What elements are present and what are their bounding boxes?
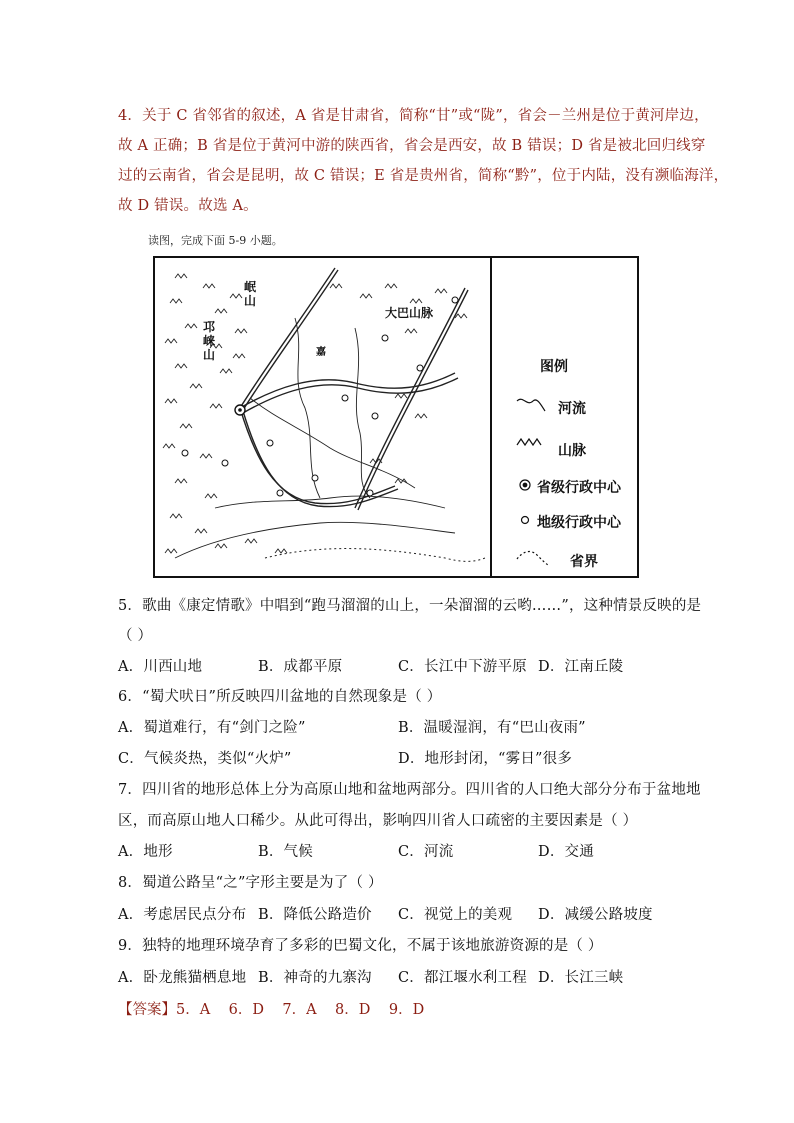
label-river: 嘉 (316, 347, 326, 358)
q5-blank: （ ） (118, 628, 153, 644)
q4-explanation-line-4: 故 D 错误。故选 A。 (118, 198, 258, 214)
prefecture-city (382, 335, 388, 341)
mountain-icon (517, 439, 541, 445)
province-border-icon (517, 552, 548, 565)
prefecture-city (452, 297, 458, 303)
q8-option-a: A．考虑居民点分布 (118, 907, 247, 923)
prefecture-city (222, 460, 228, 466)
sichuan-map (155, 258, 490, 576)
q7-option-c: C．河流 (398, 844, 454, 860)
q9-option-b: B．神奇的九寨沟 (258, 970, 372, 986)
prefecture-city (182, 450, 188, 456)
q4-explanation-line-1: 4．关于 C 省邻省的叙述，A 省是甘肃省，简称“甘”或“陇”，省会－兰州是位于黄河岸边， (118, 108, 709, 124)
q7-option-d: D．交通 (538, 844, 594, 860)
legend-title: 图例 (540, 359, 568, 375)
prefecture-city (367, 490, 373, 496)
q6-stem: 6．“蜀犬吠日”所反映四川盆地的自然现象是（ ） (118, 689, 442, 705)
map-caption: 读图，完成下面 5-9 小题。 (148, 234, 283, 247)
cities (182, 297, 458, 496)
transport-lines (240, 268, 468, 510)
answer-key: 【答案】5．A 6．D 7．A 8．D 9．D (118, 1002, 425, 1018)
legend-label-prefecture-center: 地级行政中心 (537, 515, 621, 531)
prefecture-city (312, 475, 318, 481)
prefecture-city (342, 395, 348, 401)
q8-option-d: D．减缓公路坡度 (538, 907, 653, 923)
q7-option-b: B．气候 (258, 844, 313, 860)
q6-option-b: B．温暖湿润，有“巴山夜雨” (398, 720, 586, 736)
q6-option-a: A．蜀道难行，有“剑门之险” (118, 720, 306, 736)
q6-option-c: C．气候炎热，类似“火炉” (118, 751, 292, 767)
q9-option-c: C．都江堰水利工程 (398, 970, 527, 986)
prefecture-city (372, 413, 378, 419)
q5-stem: 5．歌曲《康定情歌》中唱到“跑马溜溜的山上，一朵溜溜的云哟……”，这种情景反映的是 (118, 598, 702, 614)
legend-label-province-border: 省界 (570, 554, 598, 570)
q5-option-a: A．川西山地 (118, 659, 203, 675)
q5-option-d: D．江南丘陵 (538, 659, 624, 675)
legend-label-mountain: 山脉 (558, 443, 586, 459)
q5-option-b: B．成都平原 (258, 659, 343, 675)
rivers (175, 318, 455, 558)
prefecture-city (417, 365, 423, 371)
province-border (265, 549, 485, 562)
q5-option-c: C．长江中下游平原 (398, 659, 527, 675)
q8-stem: 8．蜀道公路呈“之”字形主要是为了（ ） (118, 875, 383, 891)
label-dabashan: 大巴山脉 (385, 306, 434, 320)
map-legend-divider (490, 256, 492, 578)
mountain-range-west (163, 274, 287, 553)
q7-stem-line-1: 7．四川省的地形总体上分为高原山地和盆地两部分。四川省的人口绝大部分分布于盆地地 (118, 782, 701, 798)
q7-option-a: A．地形 (118, 844, 173, 860)
legend-label-river: 河流 (558, 401, 586, 417)
label-qionglai: 邛崃山 (203, 320, 216, 362)
q4-explanation-line-2: 故 A 正确；B 省是位于黄河中游的陕西省，省会是西安，故 B 错误；D 省是被北回归线穿 (118, 138, 706, 154)
q6-option-d: D．地形封闭，“雾日”很多 (398, 751, 573, 767)
q8-option-c: C．视觉上的美观 (398, 907, 513, 923)
prefecture-center-icon (522, 517, 529, 524)
q9-option-a: A．卧龙熊猫栖息地 (118, 970, 247, 986)
label-minshan: 岷山 (244, 280, 257, 308)
q9-option-d: D．长江三峡 (538, 970, 624, 986)
legend-label-provincial-capital: 省级行政中心 (537, 480, 621, 496)
q8-option-b: B．降低公路造价 (258, 907, 372, 923)
prefecture-city (277, 490, 283, 496)
q9-stem: 9．独特的地理环境孕育了多彩的巴蜀文化，不属于该地旅游资源的是（ ） (118, 938, 603, 954)
prefecture-city (267, 440, 273, 446)
river-icon (517, 399, 545, 411)
q4-explanation-line-3: 过的云南省，省会是昆明，故 C 错误；E 省是贵州省，简称“黔”，位于内陆，没有濒临海洋， (118, 168, 729, 184)
q7-stem-line-2: 区，而高原山地人口稀少。从此可得出，影响四川省人口疏密的主要因素是（ ） (118, 813, 638, 829)
